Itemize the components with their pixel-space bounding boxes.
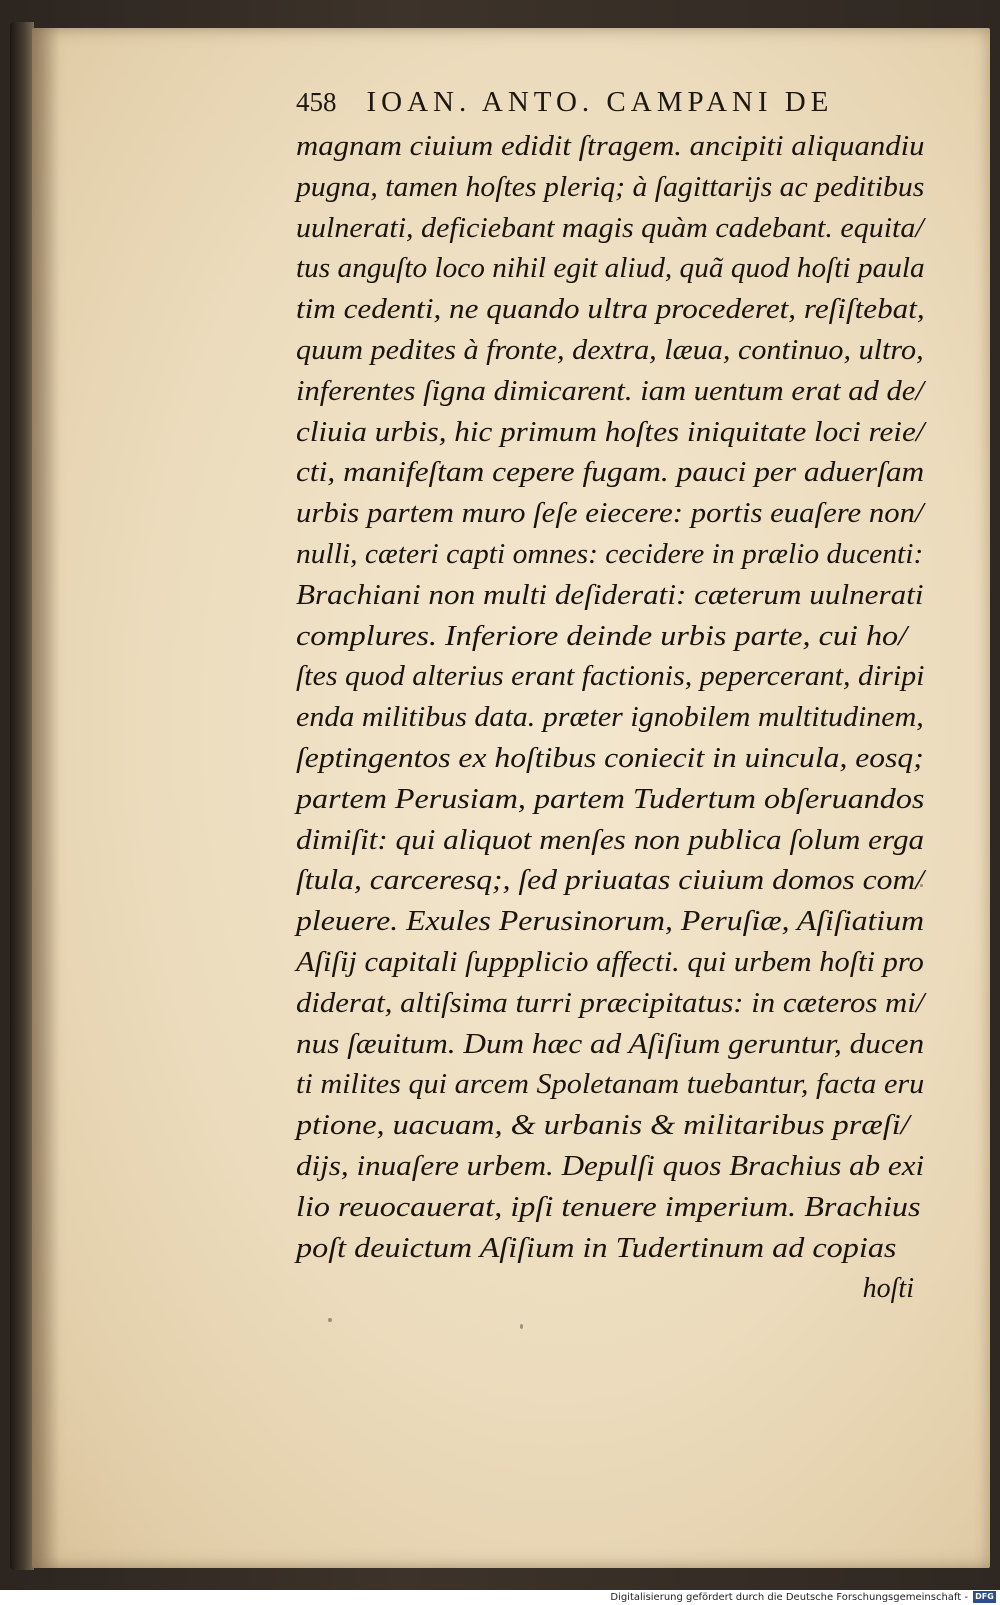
text-line: cti, manifeſtam cepere fugam. pauci per aduerſam [296,457,925,489]
text-line: lio reuocauerat, ipſi tenuere imperium. Brachius [296,1191,921,1223]
text-line: ptione, uacuam, & urbanis & militaribus præſi/ [296,1110,910,1142]
text-line: ſtes quod alterius erant factionis, pepercerant, diripi [296,661,925,693]
page-number: 458 [296,87,337,117]
text-line: pleuere. Exules Perusinorum, Peruſiæ, Aſiſiatium [296,906,925,938]
text-line: pugna, tamen hoſtes pleriq; à ſagittarijs ac peditibus [296,171,925,203]
text-line: poſt deuictum Aſiſium in Tudertinum ad copias [296,1232,897,1264]
text-line: partem Perusiam, partem Tudertum obſeruandos [296,783,925,815]
text-line: tim cedenti, ne quando ultra procederet, reſiſtebat, [296,294,925,326]
book-spine-edge [10,22,34,1570]
text-line: Aſiſij capitali ſuppplicio affecti. qui urbem hoſti pro [296,946,924,978]
text-line: ſeptingentos ex hoſtibus coniecit in uincula, eosq; [296,742,924,774]
text-line: nulli, cæteri capti omnes: cecidere in prælio ducenti: [296,538,924,570]
dfg-logo: DFG [973,1591,996,1603]
gutter-shadow [32,28,60,1568]
text-line: urbis partem muro ſeſe eiecere: portis euaſere non/ [296,498,924,530]
body-text [296,127,936,1347]
running-header [296,86,896,126]
text-line: diderat, altiſsima turri præcipitatus: in cæteros mi/ [296,987,925,1019]
text-line: ſtula, carceresq;, ſed priuatas ciuium domos com/ [296,865,925,897]
text-line: enda militibus data. præter ignobilem multitudinem, [296,702,924,734]
text-line: magnam ciuium edidit ſtragem. ancipiti aliquandiu [296,131,925,162]
running-head-title: IOAN. ANTO. CAMPANI DE [366,86,834,118]
text-line: Brachiani non multi deſiderati: cæterum uulnerati [296,579,924,611]
text-line: inferentes ſigna dimicarent. iam uentum erat ad de/ [296,375,924,407]
text-line: dimiſit: qui aliquot menſes non publica ſolum erga [296,824,925,856]
text-line: quum pedites à fronte, dextra, læua, continuo, ultro, [296,334,924,366]
text-line: complures. Inferiore deinde urbis parte, cui ho/ [296,620,908,652]
text-line: dijs, inuaſere urbem. Depulſi quos Brachius ab exi [296,1150,925,1182]
text-line: tus anguſto loco nihil egit aliud, quã quod hoſti paula [296,253,925,285]
catchword: hoſti [862,1273,914,1305]
text-line: cliuia urbis, hic primum hoſtes iniquitate loci reie/ [296,416,925,448]
text-line: nus ſæuitum. Dum hæc ad Aſiſium geruntur, ducen [296,1028,925,1060]
text-line: uulnerati, deficiebant magis quàm cadebant. equita/ [296,212,924,244]
text-line: ti milites qui arcem Spoletanam tuebantur, facta eru [296,1069,925,1101]
digitization-credit: Digitalisierung gefördert durch die Deutsche Forschungsgemeinschaft - [610,1592,968,1603]
